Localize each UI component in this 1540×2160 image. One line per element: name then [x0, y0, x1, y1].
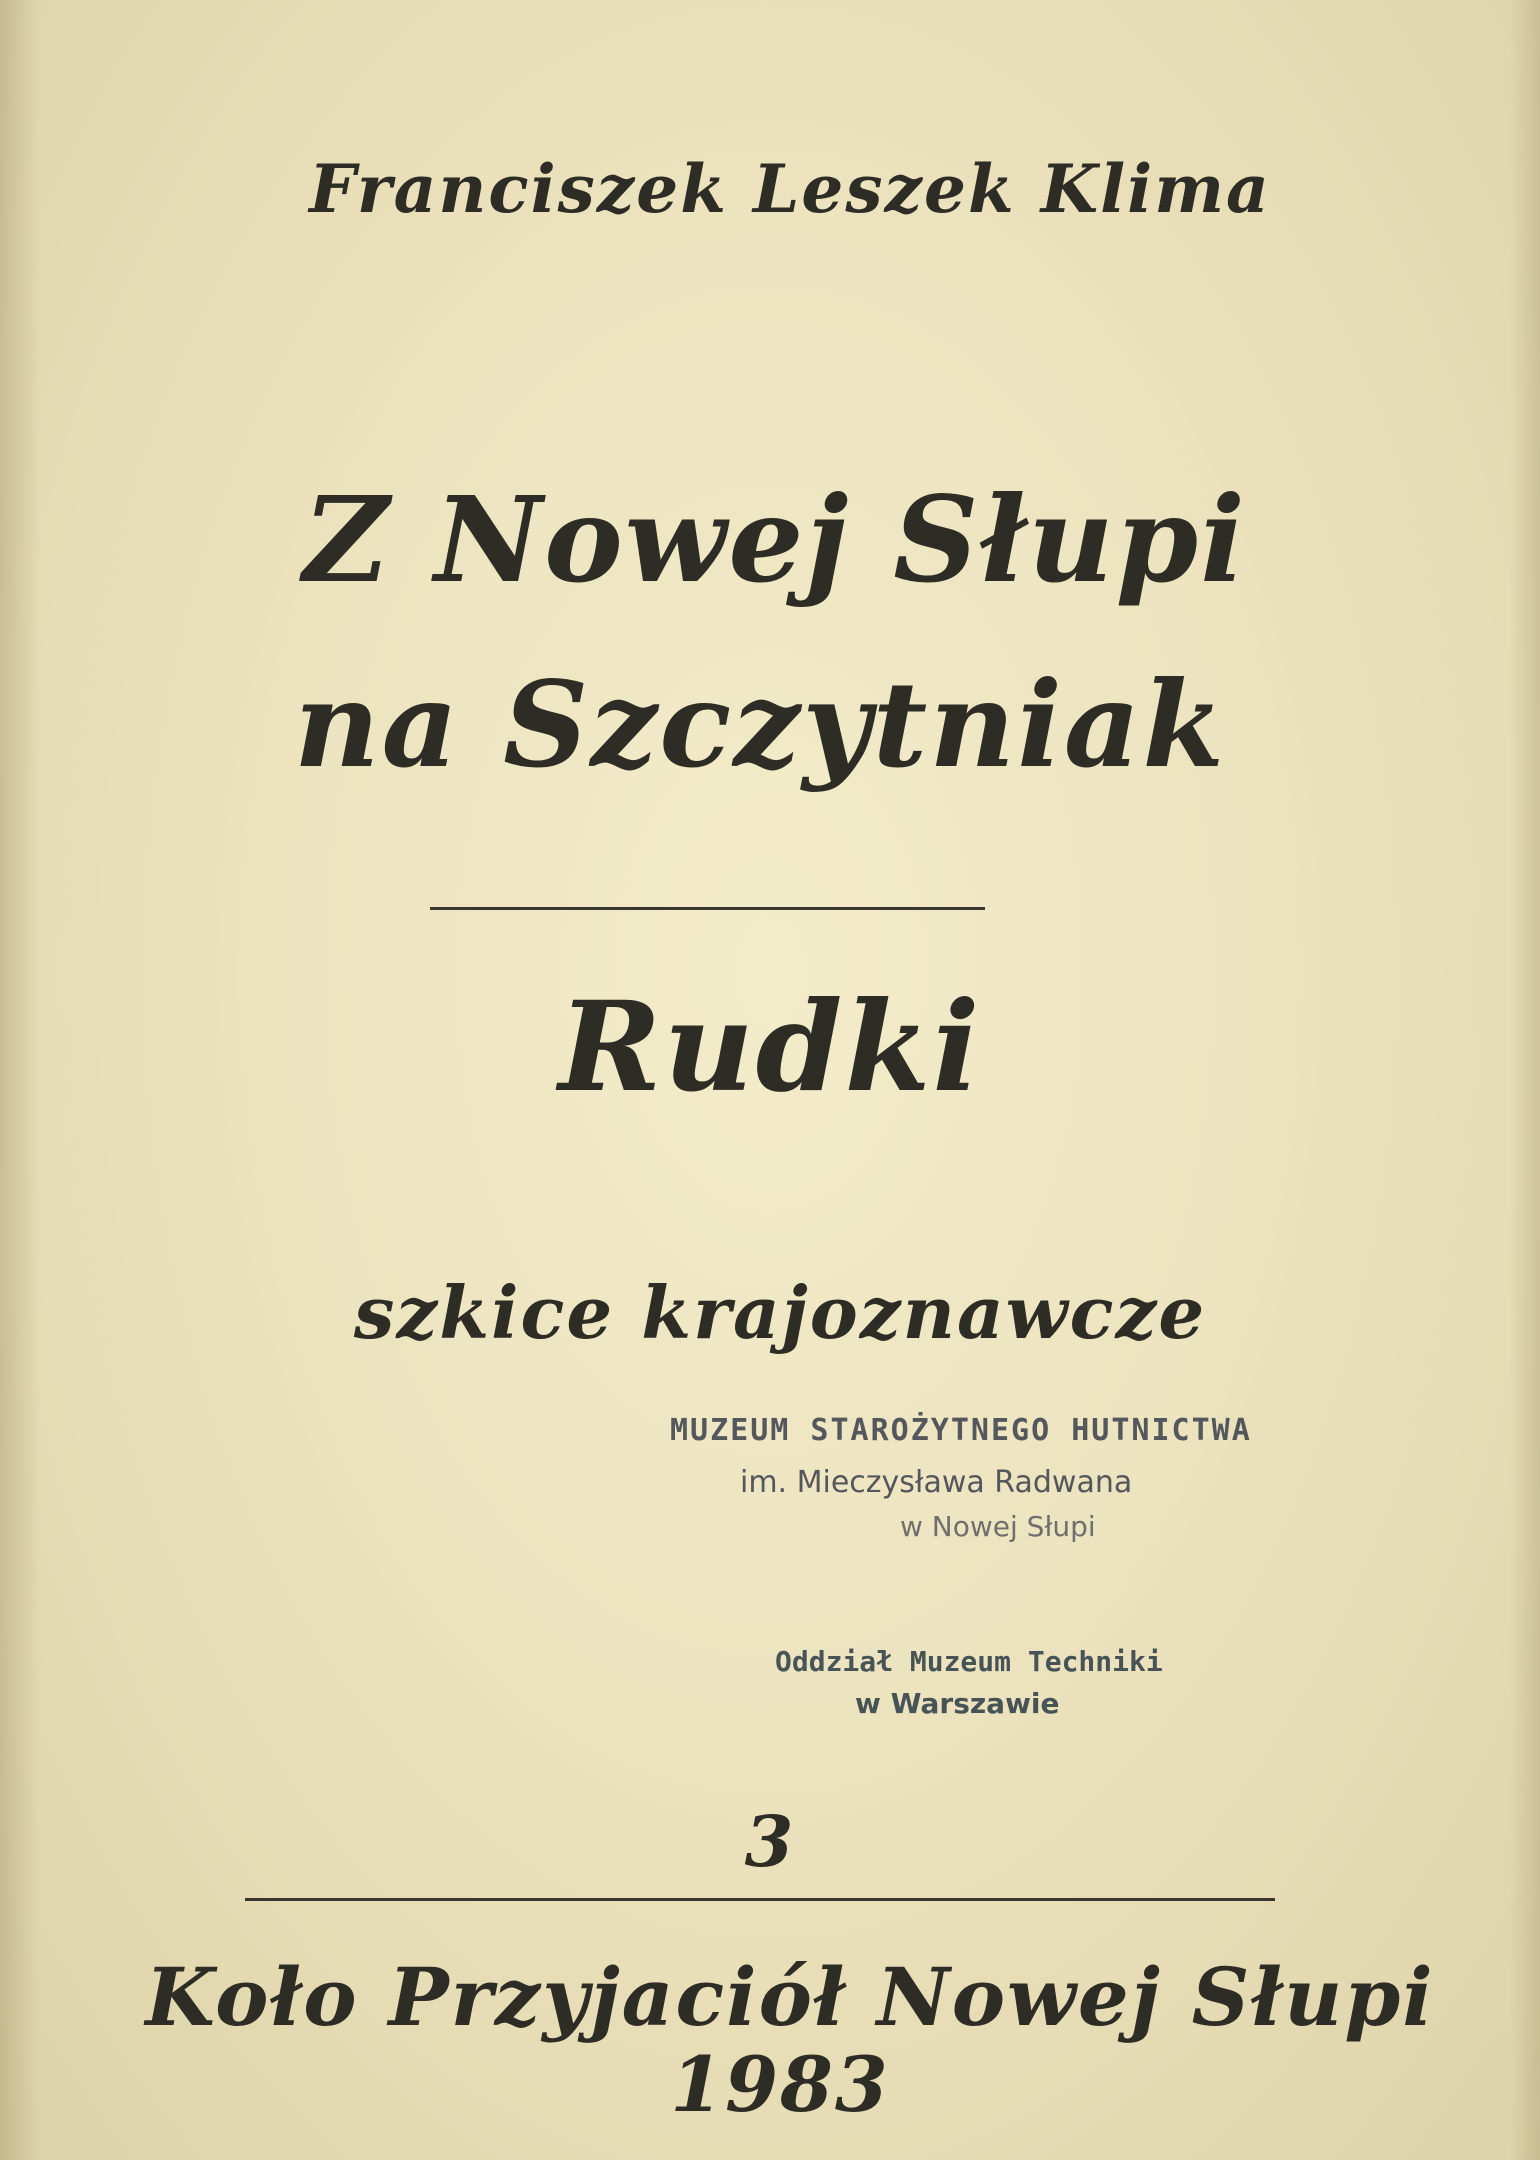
department-stamp-line-2: w Warszawie: [855, 1687, 1060, 1720]
publisher: Koło Przyjaciół Nowej Słupi: [145, 1950, 1435, 2044]
author-name: Franciszek Leszek Klima: [309, 150, 1271, 228]
title-divider: [430, 907, 985, 910]
publication-year: 1983: [670, 2040, 890, 2129]
title-line-1: Z Nowej Słupi: [303, 470, 1247, 609]
series-number: 3: [744, 1800, 796, 1883]
subtitle: Rudki: [558, 975, 982, 1120]
publisher-divider: [245, 1898, 1275, 1901]
museum-stamp-line-1: MUZEUM STAROŻYTNEGO HUTNICTWA: [670, 1413, 1252, 1448]
museum-stamp-line-2: im. Mieczysława Radwana: [740, 1465, 1133, 1500]
title-line-2: na Szczytniak: [293, 655, 1227, 794]
museum-stamp-line-3: w Nowej Słupi: [900, 1510, 1096, 1543]
tagline: szkice krajoznawcze: [353, 1270, 1207, 1355]
department-stamp-line-1: Oddział Muzeum Techniki: [775, 1645, 1163, 1678]
